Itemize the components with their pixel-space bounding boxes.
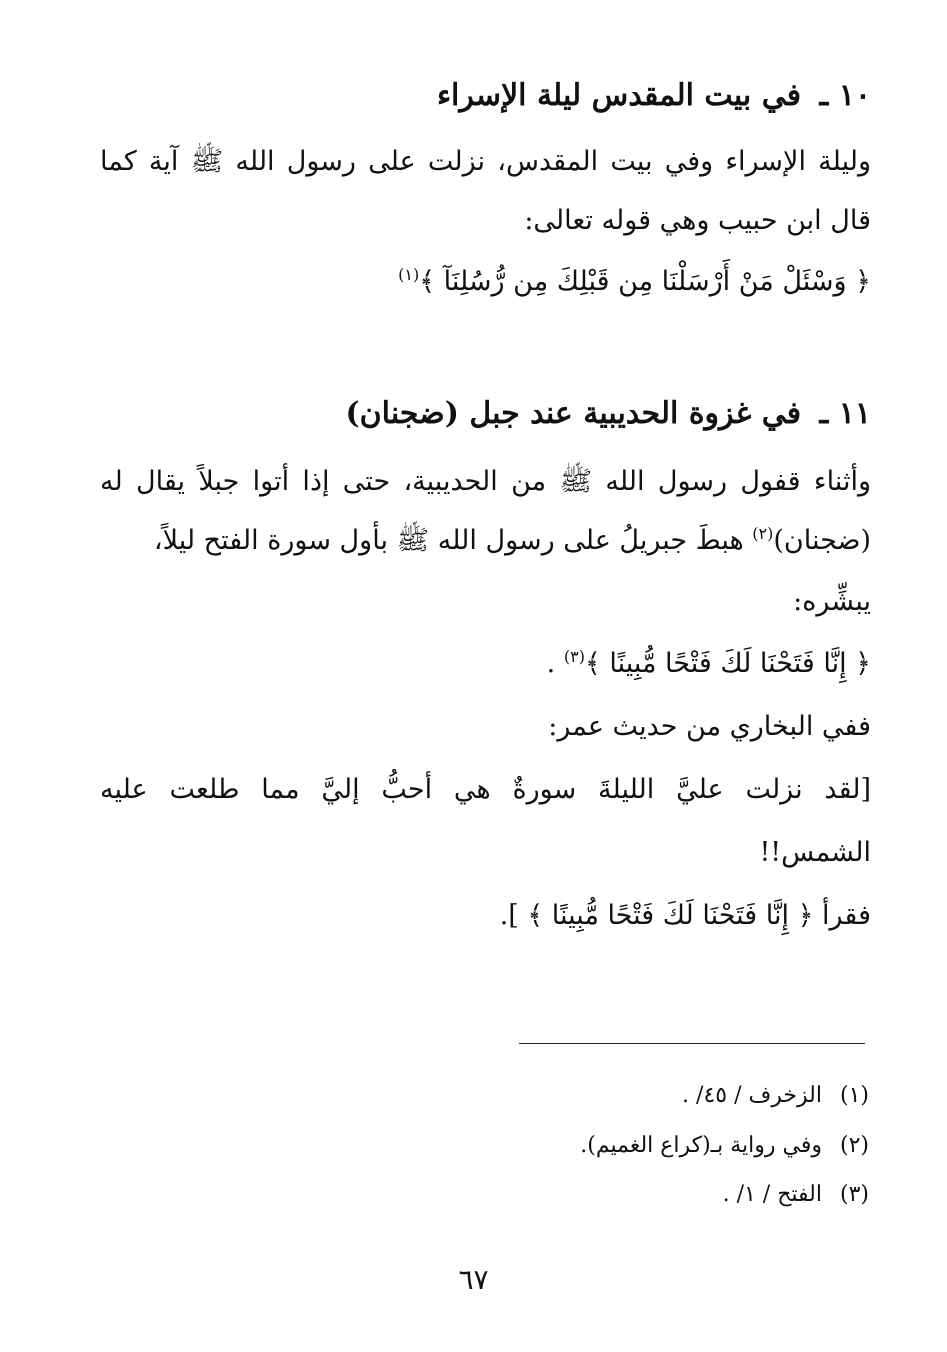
section-10-paragraph-line-2: قال ابن حبيب وهي قوله تعالى:: [524, 205, 871, 236]
section-11-paragraph-line-2a: (ضجنان): [773, 525, 871, 556]
section-11-paragraph-line-2b: هبطَ جبريلُ على رسول الله ﷺ بأول سورة الفتح ليلاً،: [153, 525, 753, 556]
page-number: ٦٧: [458, 1263, 489, 1296]
hadith-intro: ففي البخاري من حديث عمر:: [548, 711, 871, 742]
section-11-number: ١١ ـ: [819, 396, 871, 431]
footnote-1-number: (١): [839, 1083, 869, 1108]
hadith-line-2: الشمس!!: [759, 837, 871, 868]
footnote-1-text: الزخرف / ٤٥/ .: [682, 1083, 822, 1108]
section-11-paragraph-line-2: [100, 521, 871, 561]
hadith-line-1: [لقد نزلت عليَّ الليلةَ سورةٌ هي أحبُّ إليَّ مما طلعت عليه: [100, 774, 871, 805]
footnote-3-text: الفتح / ١/ .: [722, 1182, 822, 1207]
footnote-2: [580, 1129, 869, 1163]
section-10-heading: [100, 76, 871, 116]
footnote-3: [723, 1178, 869, 1212]
section-10-number: ١٠ ـ: [819, 78, 871, 113]
section-11-verse-end: .: [546, 648, 564, 679]
section-11-title: في غزوة الحديبية عند جبل (ضجنان): [345, 396, 802, 431]
footnote-separator: [519, 1043, 865, 1044]
footnote-ref-1: (١): [398, 265, 420, 284]
footnote-ref-2: (٢): [752, 524, 774, 543]
section-11-verse-text: ﴿ إِنَّا فَتَحْنَا لَكَ فَتْحًا مُّبِينًا ﴾: [584, 648, 871, 679]
section-10-verse: [100, 262, 871, 302]
section-11-verse: [100, 644, 871, 684]
section-11-heading: [100, 394, 871, 434]
section-10-verse-text: ﴿ وَسْئَلْ مَنْ أَرْسَلْنَا مِن قَبْلِكَ مِن رُّسُلِنَآ ﴾: [419, 266, 871, 297]
footnote-3-number: (٣): [839, 1182, 869, 1207]
section-11-paragraph-line-1: وأثناء قفول رسول الله ﷺ من الحديبية، حتى إذا أتوا جبلاً يقال له: [100, 466, 871, 497]
footnote-ref-3: (٣): [563, 647, 585, 666]
section-10-paragraph-line-1: وليلة الإسراء وفي بيت المقدس، نزلت على رسول الله ﷺ آية كما: [100, 146, 871, 177]
footnote-2-text: وفي رواية بـ(كراع الغميم).: [580, 1133, 822, 1158]
footnote-1: [682, 1079, 869, 1113]
section-10-title: في بيت المقدس ليلة الإسراء: [436, 78, 802, 113]
section-11-paragraph-line-3: يبشِّره:: [793, 586, 871, 617]
footnote-2-number: (٢): [839, 1133, 869, 1158]
hadith-line-3: فقرأ ﴿ إِنَّا فَتَحْنَا لَكَ فَتْحًا مُّبِينًا ﴾ ].: [499, 900, 871, 931]
